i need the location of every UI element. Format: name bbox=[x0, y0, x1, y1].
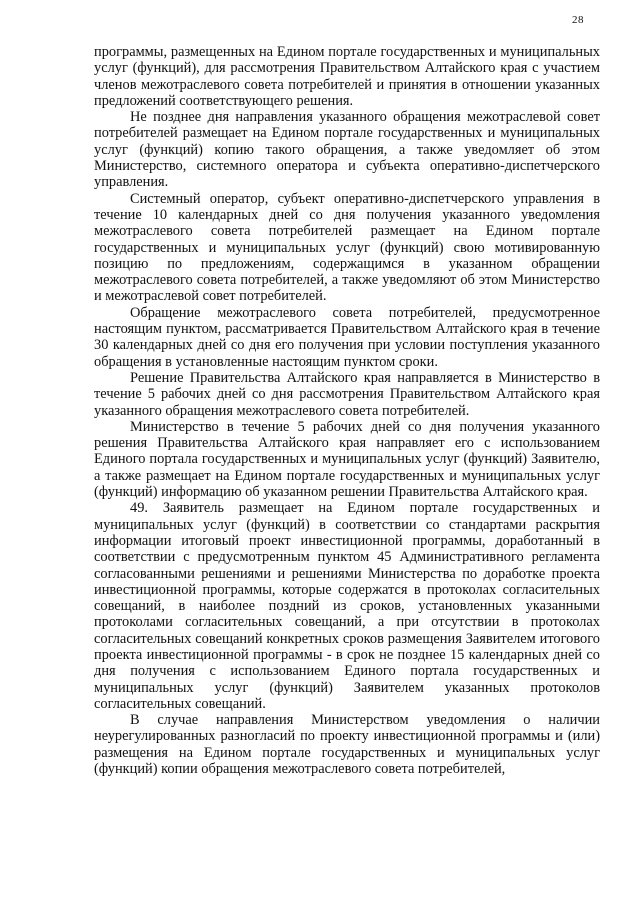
paragraph-system-operator-position: Системный оператор, субъект оперативно-диспетчерского управления в течение 10 календарных дней со дня получения указанного уведомления межотраслевого совета потребителей размещает на Едином портале государственных и муниципальных услуг (функций) свою мотивированную позицию по предложениям, содержащимся в указанном обращении межотраслевого совета потребителей, а также уведомляют об этом Министерство и межотраслевой совет потребителей. bbox=[94, 190, 600, 305]
page-number: 28 bbox=[572, 14, 584, 26]
paragraph-appeal-review-term: Обращение межотраслевого совета потребителей, предусмотренное настоящим пунктом, рассматривается Правительством Алтайского края в течение 30 календарных дней со дня его получения при условии поступления указанного обращения в установленные настоящим пунктом сроки. bbox=[94, 304, 600, 370]
paragraph-ministry-forwarding: Министерство в течение 5 рабочих дней со дня получения указанного решения Правительства Алтайского края направляет его с использованием Единого портала государственных и муниципальных услуг (функций) Заявителю, а также размещает на Едином портале государственных и муниципальных услуг (функций) информацию об указанном решении Правительства Алтайского края. bbox=[94, 418, 600, 501]
paragraph-government-decision: Решение Правительства Алтайского края направляется в Министерство в течение 5 рабочих дней со дня рассмотрения Правительством Алтайского края указанного обращения межотраслевого совета потребителей. bbox=[94, 369, 600, 419]
document-body bbox=[94, 44, 600, 777]
paragraph-publication-of-appeal: Не позднее дня направления указанного обращения межотраслевой совет потребителей размещает на Едином портале государственных и муниципальных услуг (функций) копию такого обращения, а также уведомляет об этом Министерство, системного оператора и субъекта оперативно-диспетчерского управления. bbox=[94, 109, 600, 191]
paragraph-continuation: программы, размещенных на Едином портале государственных и муниципальных услуг (функций), для рассмотрения Правительством Алтайского края с участием членов межотраслевого совета потребителей и принятия в отношении указанных предложений соответствующего решения. bbox=[94, 44, 600, 109]
paragraph-unresolved-disagreements: В случае направления Министерством уведомления о наличии неурегулированных разногласий по проекту инвестиционной программы и (или) размещения на Едином портале государственных и муниципальных услуг (функций) копии обращения межотраслевого совета потребителей, bbox=[94, 712, 600, 778]
paragraph-item-49: 49. Заявитель размещает на Едином портале государственных и муниципальных услуг (функций) в соответствии со стандартами раскрытия информации итоговый проект инвестиционной программы, доработанный в соответствии с предусмотренным пунктом 45 Административного регламента согласованными решениями и решениями Министерства по доработке проекта инвестиционной программы, которые содержатся в протоколах согласительных совещаний, в наиболее поздний из сроков, установленных указанными протоколами согласительных совещаний, а при отсутствии в протоколах согласительных совещаний конкретных сроков размещения Заявителем итогового проекта инвестиционной программы - в срок не позднее 15 календарных дней со дня получения с использованием Единого портала государственных и муниципальных услуг (функций) Заявителем указанных протоколов согласительных совещаний. bbox=[94, 500, 600, 712]
